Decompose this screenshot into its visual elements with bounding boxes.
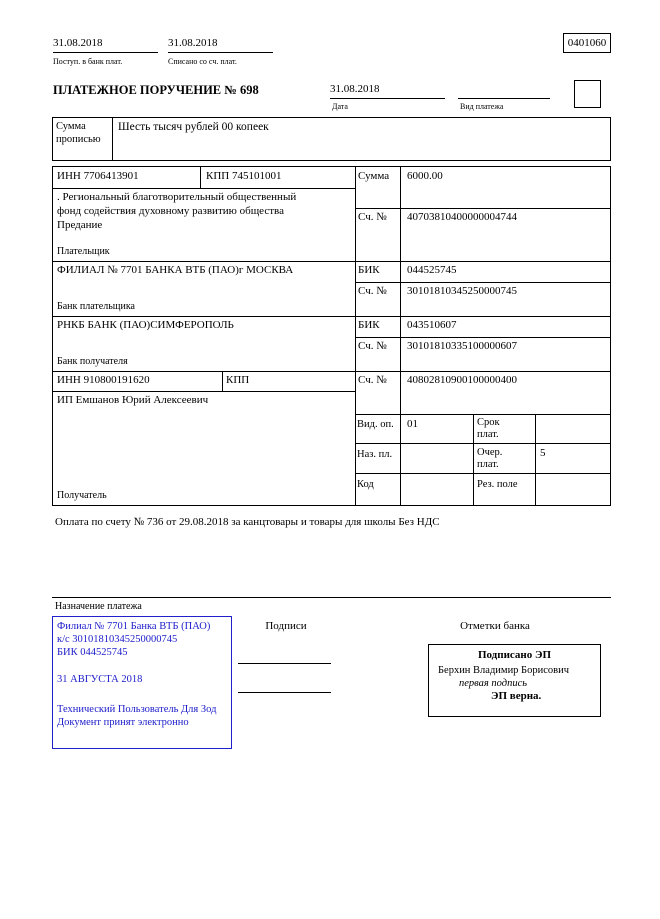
form-code-box: 0401060 (563, 33, 611, 53)
bank-note-status: Документ принят электронно (57, 717, 189, 728)
grid-line (52, 391, 355, 392)
document-date-field: 31.08.2018 (330, 83, 445, 99)
bank-note-user: Технический Пользователь Для Зод (57, 704, 217, 715)
debited-date-field: 31.08.2018 (168, 37, 273, 53)
bank-note-branch: Филиал № 7701 Банка ВТБ (ПАО) (57, 621, 211, 632)
amount-label: Сумма (358, 170, 390, 182)
debited-date-label: Списано со сч. плат. (168, 57, 237, 66)
payee-account-label: Сч. № (358, 374, 387, 386)
payer-bank-footer-label: Банк плательщика (57, 301, 135, 312)
received-date-field: 31.08.2018 (53, 37, 158, 53)
amount-value: 6000.00 (407, 170, 443, 182)
stamp-signer: Берхин Владимир Борисович (438, 665, 569, 676)
op-kind-value: 01 (407, 418, 418, 430)
signatures-label: Подписи (265, 620, 307, 632)
payer-footer-label: Плательщик (57, 246, 110, 257)
grid-line (400, 166, 401, 506)
payee-bank-footer-label: Банк получателя (57, 356, 128, 367)
reserve-field-label: Рез. поле (477, 479, 518, 490)
payee-bank-bik-value: 043510607 (407, 319, 457, 331)
pay-term-label: Срок плат. (477, 417, 500, 440)
priority-value: 5 (540, 447, 546, 459)
grid-line (52, 188, 355, 189)
payer-account-label: Сч. № (358, 211, 387, 223)
payee-account-value: 40802810900100000400 (407, 374, 517, 386)
bank-marks-label: Отметки банка (460, 620, 530, 632)
stamp-verified: ЭП верна. (491, 690, 542, 702)
payer-bank-bik-value: 044525745 (407, 264, 457, 276)
payer-bank-account-value: 30101810345250000745 (407, 285, 517, 297)
payee-bank-account-label: Сч. № (358, 340, 387, 352)
bank-note-box (52, 616, 232, 749)
grid-line (355, 282, 611, 283)
payee-footer-label: Получатель (57, 490, 107, 501)
grid-line (355, 337, 611, 338)
grid-line (355, 208, 611, 209)
document-title: ПЛАТЕЖНОЕ ПОРУЧЕНИЕ № 698 (53, 83, 259, 97)
payer-bank-bik-label: БИК (358, 264, 380, 276)
payer-kpp: КПП 745101001 (206, 170, 282, 182)
grid-line (355, 166, 356, 506)
bank-note-bik: БИК 044525745 (57, 647, 128, 658)
payee-bank-name: РНКБ БАНК (ПАО)СИМФЕРОПОЛЬ (57, 319, 234, 331)
payer-name: . Региональный благотворительный общественный фонд содействия духовному развитию общества Предание (57, 191, 297, 231)
bank-note-corr-account: к/с 30101810345250000745 (57, 634, 178, 645)
purpose-line (52, 597, 611, 598)
bank-note-date: 31 АВГУСТА 2018 (57, 674, 143, 685)
payee-kpp-label: КПП (226, 374, 250, 386)
payee-bank-bik-label: БИК (358, 319, 380, 331)
grid-line (112, 117, 113, 161)
payer-inn: ИНН 7706413901 (57, 170, 139, 182)
document-date-label: Дата (332, 102, 348, 111)
payer-bank-account-label: Сч. № (358, 285, 387, 297)
grid-line (52, 371, 611, 372)
payment-kind-line (458, 98, 550, 99)
signature-line-2 (238, 692, 331, 693)
grid-line (222, 371, 223, 391)
payee-bank-account-value: 30101810335100000607 (407, 340, 517, 352)
header-empty-box (574, 80, 601, 108)
amount-words-value: Шесть тысяч рублей 00 копеек (118, 121, 269, 133)
payment-kind-label: Вид платежа (460, 102, 504, 111)
grid-line (52, 261, 611, 262)
stamp-signature-type: первая подпись (459, 678, 528, 689)
amount-words-label: Сумма прописью (56, 121, 101, 145)
purpose-code-label: Наз. пл. (357, 449, 393, 460)
payment-purpose-label: Назначение платежа (55, 601, 142, 612)
grid-line (355, 414, 611, 415)
payee-name: ИП Емшанов Юрий Алексеевич (57, 394, 209, 406)
stamp-box (428, 644, 601, 717)
payer-bank-name: ФИЛИАЛ № 7701 БАНКА ВТБ (ПАО)г МОСКВА (57, 264, 294, 276)
signature-line-1 (238, 663, 331, 664)
grid-line (355, 473, 611, 474)
op-kind-label: Вид. оп. (357, 419, 394, 430)
grid-line (473, 414, 474, 506)
grid-line (355, 443, 611, 444)
grid-line (200, 166, 201, 188)
payer-account-value: 40703810400000004744 (407, 211, 517, 223)
code-label: Код (357, 479, 374, 490)
payment-purpose-text: Оплата по счету № 736 от 29.08.2018 за канцтовары и товары для школы Без НДС (55, 516, 440, 528)
grid-line (52, 316, 611, 317)
stamp-title: Подписано ЭП (477, 649, 552, 661)
grid-line (535, 414, 536, 506)
payee-inn: ИНН 910800191620 (57, 374, 150, 386)
priority-label: Очер. плат. (477, 447, 503, 470)
received-date-label: Поступ. в банк плат. (53, 57, 123, 66)
